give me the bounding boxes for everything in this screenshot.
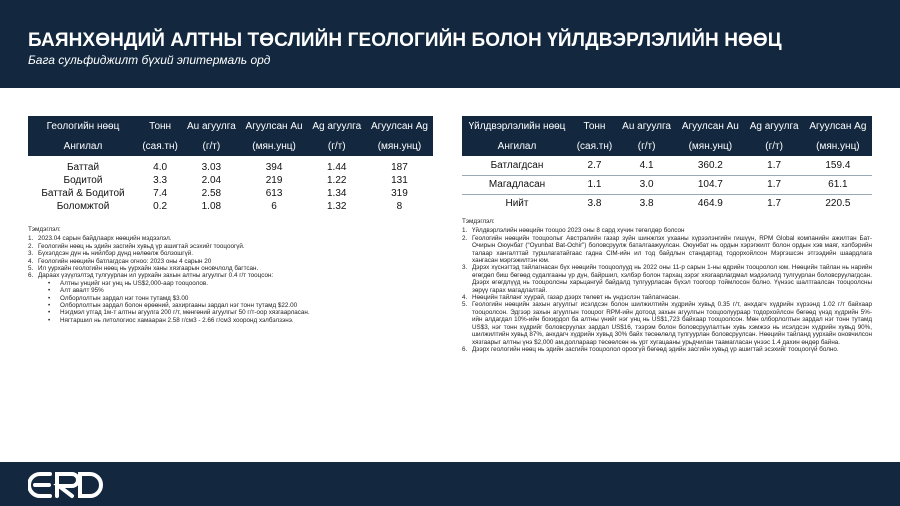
table-cell: 6 [271, 201, 277, 212]
note-bullet [28, 317, 428, 324]
note-item [462, 264, 872, 294]
table-cell: Магадласан [462, 175, 572, 194]
table-row [28, 200, 433, 213]
erd-logo-icon [28, 466, 108, 504]
column-header: Au агуулга [617, 116, 676, 136]
production-reserves-table [462, 116, 872, 213]
note-number: 4. [462, 294, 468, 302]
table-row [28, 161, 433, 174]
column-header: Ag агуулга [744, 116, 803, 136]
table-cell: 8 [396, 201, 403, 212]
note-item [462, 235, 872, 265]
table-cell: 61.1 [804, 175, 872, 194]
column-subheader: (г/т) [617, 136, 676, 156]
table-cell: 360.2 [676, 156, 744, 175]
table-cell: 219 [265, 175, 283, 186]
table-cell: 1.7 [744, 175, 803, 194]
column-header: Агуулсан Au [241, 116, 308, 136]
note-text: Геологийн нөөцийн захын агуулгыг исэлдсэн болон шилжилтийн хүдрийн хувьд 0.35 г/т, анхдагч хүдрийн хүрээнд 1.02 г/т байхаар тооцоолсон. Эдгээр захын агуулгын тооцоог RPM-ийн дотоод захын агуулгын тооцоолуураар тодорхойлсон бөгөөд үнэд хүдрийн 5%-ийн алдагдал 10%-ийн бохирдол ба алтны үнийг нэг унц нь US$1,723 байхаар тооцоолсон. Мөн олборлолтын зардал нэг тонн тутамд US$3, нэг тонн хүдрийг боловсруулах зардал US$16, тээрэм болон боловсруулалтын хувь хэмжээ нь исэлдсэн хүдрийн хувьд 90%, шилжилтийн хувьд 87%, анхдагч хүдрийн хувьд 30% байх төсөөлөлд тулгуурлан боловсруулсан. Нөөцийн тайланд уурхайн оновчилсон хязгаарыг алтны үнэ $2,000 ам.доллараар төсөөлсөн нь урт хугацааны урьдчилан таамагласан үнээс 1.4 дахин өндөр байна. [472, 301, 872, 346]
table-cell: 159.4 [804, 156, 872, 175]
table-cell: 3.03 [201, 162, 222, 173]
column-subheader: Ангилал [28, 136, 138, 156]
notes-heading: Тэмдэглэл: [28, 226, 61, 233]
column-header: Агуулсан Ag [366, 116, 433, 136]
note-number: 6. [462, 345, 468, 353]
table-cell: 1.34 [327, 188, 347, 199]
note-text: Үйлдвэрлэлийн нөөцийн тооцоо 2023 оны 8 сард хүчин төгөлдөр болсон [472, 227, 685, 235]
bullet-icon: • [48, 309, 51, 317]
column-subheader: (мян.унц) [366, 136, 433, 156]
table-cell: Баттай [66, 162, 100, 173]
note-number: 5. [28, 265, 34, 273]
table-cell: Боломжтой [56, 201, 110, 212]
column-header: Агуулсан Au [676, 116, 744, 136]
note-bullet [28, 295, 428, 302]
column-subheader: (г/т) [744, 136, 803, 156]
bullet-icon: • [48, 302, 51, 310]
column-header: Тонн [572, 116, 617, 136]
note-item [28, 258, 428, 265]
table-cell: 187 [391, 162, 408, 173]
note-item [462, 346, 872, 353]
table-cell: 3.8 [587, 198, 602, 210]
column-header: Геологийн нөөц [28, 116, 138, 136]
note-text: Нөөцийн тайланг хуурай, газар дээрх төлөвт нь үндэслэн тайлагнасан. [472, 294, 680, 302]
column-header: Үйлдвэрлэлийн нөөц [462, 116, 572, 136]
table-cell: 104.7 [676, 175, 744, 194]
bullet-text: Алтны унцийг нэг унц нь US$2,000-аар тооцоолов. [60, 279, 208, 287]
bullet-text: Нэгдмэл утгад 1м-т алтны агуулга 200 г/т, мөнгөний агуулгыг 50 г/т-оор хязгаарласан. [60, 309, 310, 317]
table-cell: 1.1 [572, 175, 617, 194]
table-cell: Бодитой [63, 175, 103, 186]
note-number: 4. [28, 257, 34, 265]
bullet-icon: • [48, 316, 51, 324]
table-cell: Нийт [505, 198, 529, 210]
column-subheader: (сая.тн) [572, 136, 617, 156]
note-text: Геологийн нөөц нь эдийн засгийн хувьд үр ашигтай эсэхийг тооцоогүй. [38, 242, 245, 250]
column-subheader: (г/т) [308, 136, 366, 156]
note-number: 2. [28, 242, 34, 250]
production-notes [462, 218, 872, 353]
table-row [462, 194, 872, 213]
table-header-row [462, 136, 872, 156]
table-cell: 613 [265, 188, 283, 199]
page-title: БАЯНХӨНДИЙ АЛТНЫ ТӨСЛИЙН ГЕОЛОГИЙН БОЛОН ҮЙЛДВЭРЛЭЛИЙН НӨӨЦ [28, 30, 782, 51]
column-subheader: (сая.тн) [138, 136, 182, 156]
note-text: Ил уурхайн геологийн нөөц нь уурхайн ханы хязгаарын оновчлолд багтсан. [38, 265, 259, 273]
table-cell: 319 [391, 188, 408, 199]
table-cell: 1.44 [327, 162, 347, 173]
table-header-row [28, 136, 433, 156]
table-cell: 220.5 [825, 198, 851, 210]
table-cell: 131 [391, 175, 408, 186]
table-cell: Батлагдсан [462, 156, 572, 175]
note-text: Дэрэх хүснэгтэд тайлагнасан бүх нөөцийн тооцоолууд нь 2022 оны 11-р сарын 1-ны өдрийн тооцоолол юм. Нөөцийн тайлан нь нарийн өгөгдөл биш бөгөөд судалгааны үр дүн, байршил, хэлбэр болон тархац зэрэг хязгаарлагдмал мэдээлэлд тулгуурлан боловсруулагдсан. Дээрх өгөгдлүүд нь тооцоолсны харьцангуй байдалд тулгуурласан бүхэл тоогоор тоймлосон болно. Үүнээс шалтгаалсан тооцоолсны зөрүү гарах магадлалтай. [472, 264, 872, 294]
table-cell: 4.1 [617, 156, 676, 175]
bullet-text: Олборлолтын зардал болон өрөөний, захиргааны зардал нэг тонн тутамд $22.00 [60, 302, 298, 310]
note-text: Дээрх геологийн нөөц нь эдийн засгийн тооцоолол ороогүй бөгөөд эдийн засгийн хувьд үр ашигтай эсэхийг тооцоогүй болно. [472, 345, 839, 353]
note-number: 3. [28, 250, 34, 258]
bullet-icon: • [48, 287, 51, 295]
table-header-row [28, 116, 433, 136]
note-item [28, 250, 428, 257]
table-row [462, 156, 872, 175]
column-subheader: (мян.унц) [676, 136, 744, 156]
table-cell: 1.22 [327, 175, 347, 186]
note-number: 1. [28, 235, 34, 243]
footer-band [0, 462, 900, 506]
column-header: Au агуулга [182, 116, 240, 136]
table-cell: 2.04 [201, 175, 222, 186]
column-subheader: (г/т) [182, 136, 240, 156]
note-text: Геологийн нөөцийн тооцоолыг Австралийн газар зүйн шинжлэх ухааны хүрээлэнгийн гишүүн, RPM Global компанийн ажилтан Бат-Очирын Оюунбат (“Oyunbat Bat-Ochir”) боловсруулж баталгаажуулсан. Оюунбат нь ордын хэрэгжилт болон ордын хэв маяг, хэлбэрийн талаар хангалттай туршлагатайгаас гадна CIM-ийн ил тод байдлын стандартад тодорхойлсон Мэргэшсэн этгээдийн шаардлага хангасан мэргэжилтэн юм. [472, 234, 872, 265]
bullet-icon: • [48, 294, 51, 302]
note-item [462, 301, 872, 345]
note-bullet [28, 287, 428, 294]
table-cell: 3.8 [639, 198, 654, 210]
note-bullet [28, 309, 428, 316]
table-cell: 2.58 [201, 188, 222, 199]
note-text: Дараах үзүүлэлтэд тулгуурлан ил уурхайн захын алтны агуулгыг 0.4 г/т тооцсон: [38, 272, 274, 280]
table-cell: 2.7 [572, 156, 617, 175]
table-cell: 4.0 [153, 162, 168, 173]
table-cell: 464.9 [697, 198, 723, 210]
table-cell: 0.2 [153, 201, 168, 212]
notes-heading: Тэмдэглэл: [462, 218, 495, 225]
column-header: Агуулсан Ag [804, 116, 872, 136]
bullet-text: Алт авалт 95% [60, 287, 104, 295]
table-cell: 1.32 [327, 201, 347, 212]
page-subtitle: Бага сульфиджилт бүхий эпитермаль орд [28, 53, 271, 67]
bullet-text: Нягтаршил нь литологиос хамааран 2.58 г/см3 - 2.66 г/см3 хооронд хэлбэлзэнэ. [60, 316, 294, 324]
column-header: Тонн [138, 116, 182, 136]
note-number: 2. [462, 234, 468, 242]
note-item [462, 227, 872, 234]
table-row [28, 174, 433, 187]
geological-notes [28, 226, 428, 324]
table-header-row [462, 116, 872, 136]
note-number: 6. [28, 272, 34, 280]
note-item [28, 272, 428, 279]
column-header: Ag агуулга [308, 116, 366, 136]
column-subheader: Ангилал [462, 136, 572, 156]
table-row [462, 175, 872, 194]
bullet-icon: • [48, 279, 51, 287]
note-number: 3. [462, 264, 468, 272]
table-cell: 7.4 [153, 188, 168, 199]
table-cell: 1.7 [767, 198, 782, 210]
bullet-text: Олборлолтын зардал нэг тонн тутамд $3.00 [60, 294, 189, 302]
table-cell: 3.3 [153, 175, 168, 186]
note-number: 1. [462, 227, 468, 235]
table-cell: 1.7 [744, 156, 803, 175]
geological-resources-table [28, 116, 433, 213]
note-item [28, 235, 428, 242]
note-text: 2023.04 сарын байдлаарх нөөцийн мэдээлэл. [38, 235, 172, 243]
table-cell: 1.08 [201, 201, 222, 212]
note-bullet [28, 280, 428, 287]
column-subheader: (мян.унц) [241, 136, 308, 156]
note-number: 5. [462, 301, 468, 309]
table-row [28, 187, 433, 200]
table-cell: 394 [265, 162, 283, 173]
table-cell: Баттай & Бодитой [41, 188, 125, 199]
table-cell: 3.0 [617, 175, 676, 194]
column-subheader: (мян.унц) [804, 136, 872, 156]
note-text: Бүхэлдсэн дүн нь нийлбэр дүнд нөлөөлж болзошгүй. [38, 250, 193, 258]
note-text: Геологийн нөөцийн батлагдсан огноо: 2023 оны 4 сарын 20 [38, 257, 212, 265]
